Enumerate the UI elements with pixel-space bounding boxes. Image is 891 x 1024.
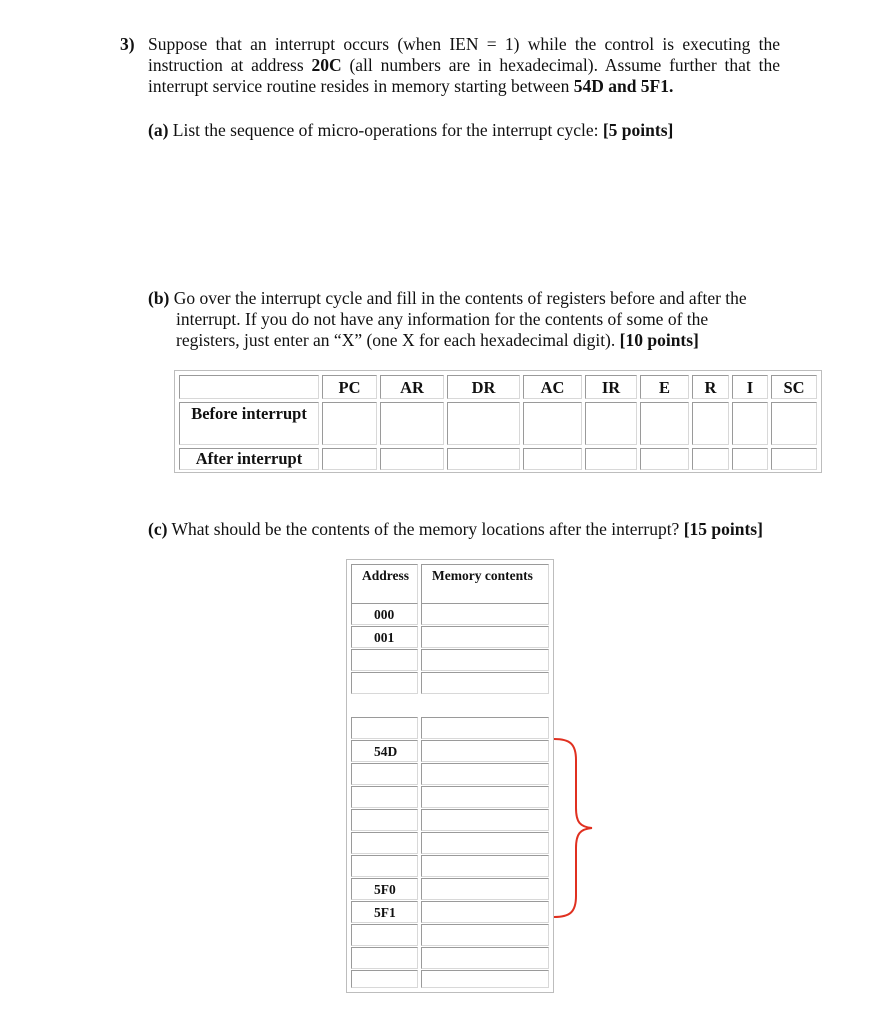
start-address: 20C	[311, 55, 342, 75]
contents-cell[interactable]	[421, 924, 549, 946]
after-ir-cell[interactable]	[585, 448, 637, 470]
header-e: E	[640, 375, 689, 399]
header-dr: DR	[447, 375, 520, 399]
part-c	[148, 519, 763, 540]
address-cell	[351, 832, 418, 854]
before-ar-cell[interactable]	[380, 402, 444, 445]
header-address: Address	[351, 564, 418, 604]
isr-brace	[550, 736, 600, 920]
address-cell	[351, 809, 418, 831]
row-label-before: Before interrupt	[179, 402, 319, 445]
contents-cell[interactable]	[421, 947, 549, 969]
address-cell	[351, 924, 418, 946]
question-text: Suppose that an interrupt occurs (when IEN = 1) while the control is executing the instruction at address 20C (all numbers are in hexadecimal). Assume further that the interrupt service routine resides in memory starting between 54D and 5F1.	[148, 34, 781, 96]
address-cell	[351, 672, 418, 694]
part-c-label: (c)	[148, 519, 168, 539]
address-cell	[351, 786, 418, 808]
contents-cell[interactable]	[421, 878, 549, 900]
address-cell: 54D	[351, 740, 418, 762]
part-b-points: [10 points]	[619, 330, 699, 350]
address-cell	[351, 855, 418, 877]
part-a	[148, 120, 673, 141]
after-dr-cell[interactable]	[447, 448, 520, 470]
contents-cell[interactable]	[421, 786, 549, 808]
contents-cell[interactable]	[421, 832, 549, 854]
part-b	[148, 288, 768, 351]
header-i: I	[732, 375, 768, 399]
question-number: 3)	[120, 34, 135, 54]
address-cell	[351, 649, 418, 671]
contents-cell[interactable]	[421, 626, 549, 648]
part-a-points: [5 points]	[602, 120, 674, 140]
after-pc-cell[interactable]	[322, 448, 377, 470]
contents-cell[interactable]	[421, 855, 549, 877]
header-ar: AR	[380, 375, 444, 399]
after-r-cell[interactable]	[692, 448, 729, 470]
address-cell: 001	[351, 626, 418, 648]
after-ar-cell[interactable]	[380, 448, 444, 470]
header-r: R	[692, 375, 729, 399]
header-ir: IR	[585, 375, 637, 399]
contents-cell[interactable]	[421, 672, 549, 694]
register-table	[174, 370, 822, 473]
after-sc-cell[interactable]	[771, 448, 817, 470]
address-cell	[351, 970, 418, 988]
before-r-cell[interactable]	[692, 402, 729, 445]
contents-cell[interactable]	[421, 740, 549, 762]
corner-cell	[179, 375, 319, 399]
contents-cell[interactable]	[421, 901, 549, 923]
row-label-after: After interrupt	[179, 448, 319, 470]
part-a-label: (a)	[148, 120, 169, 140]
before-ac-cell[interactable]	[523, 402, 582, 445]
before-pc-cell[interactable]	[322, 402, 377, 445]
address-cell	[351, 947, 418, 969]
contents-cell[interactable]	[421, 649, 549, 671]
address-cell	[351, 717, 418, 739]
header-ac: AC	[523, 375, 582, 399]
after-ac-cell[interactable]	[523, 448, 582, 470]
after-e-cell[interactable]	[640, 448, 689, 470]
address-cell	[351, 763, 418, 785]
brace-path	[554, 739, 592, 917]
contents-cell[interactable]	[421, 809, 549, 831]
header-sc: SC	[771, 375, 817, 399]
part-b-text: Go over the interrupt cycle and fill in the contents of registers before and after the interrupt. If you do not have any information for the contents of some of the registers, just enter an “X” (one X for each hexadecimal digit).	[173, 288, 747, 350]
before-dr-cell[interactable]	[447, 402, 520, 445]
before-i-cell[interactable]	[732, 402, 768, 445]
part-c-points: [15 points]	[683, 519, 763, 539]
isr-range: 54D and 5F1	[573, 76, 669, 96]
address-cell: 5F0	[351, 878, 418, 900]
contents-cell[interactable]	[421, 970, 549, 988]
contents-cell[interactable]	[421, 717, 549, 739]
before-sc-cell[interactable]	[771, 402, 817, 445]
contents-cell[interactable]	[421, 603, 549, 625]
before-e-cell[interactable]	[640, 402, 689, 445]
address-cell: 000	[351, 603, 418, 625]
after-i-cell[interactable]	[732, 448, 768, 470]
part-c-text: What should be the contents of the memory locations after the interrupt?	[171, 519, 680, 539]
part-b-label: (b)	[148, 288, 170, 308]
contents-cell[interactable]	[421, 763, 549, 785]
memory-table	[346, 559, 554, 993]
header-pc: PC	[322, 375, 377, 399]
address-cell: 5F1	[351, 901, 418, 923]
part-a-text: List the sequence of micro-operations for the interrupt cycle:	[172, 120, 599, 140]
header-memory-contents: Memory contents	[421, 564, 549, 604]
before-ir-cell[interactable]	[585, 402, 637, 445]
